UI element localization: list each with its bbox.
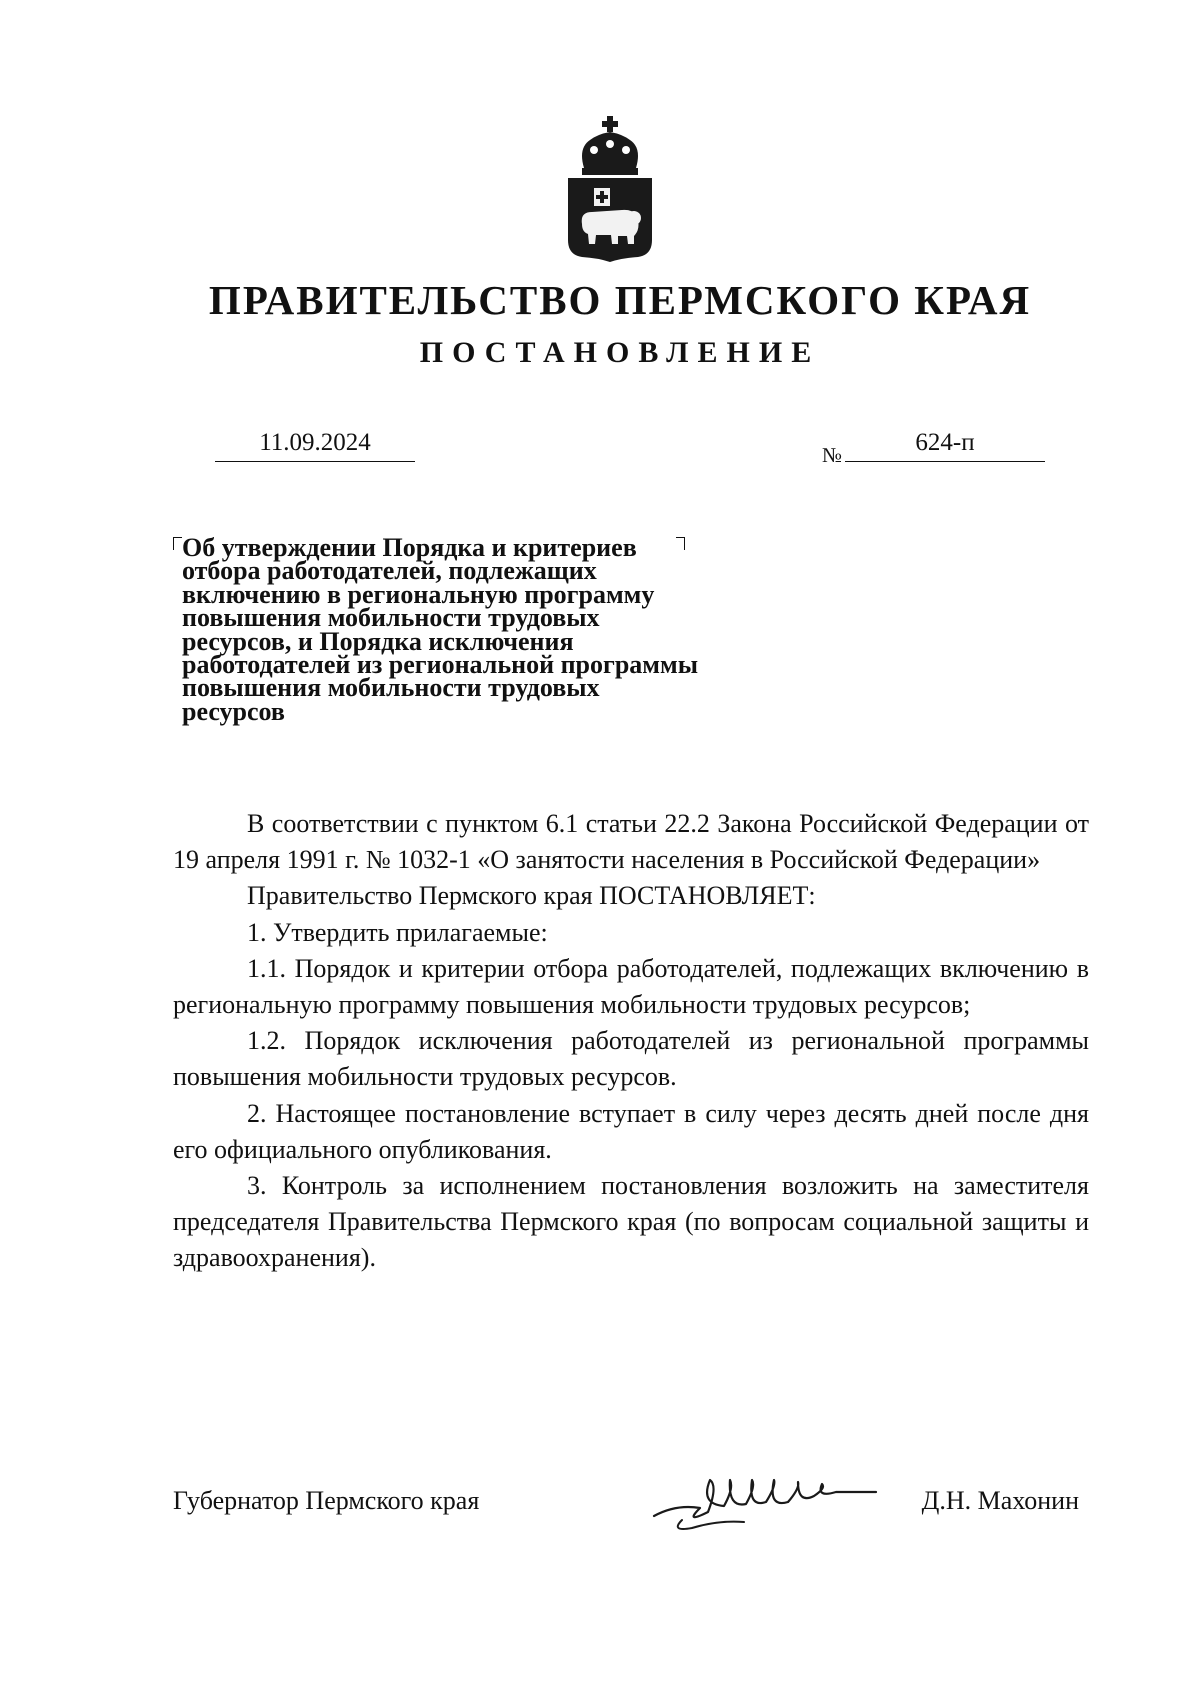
resolves-clause: Правительство Пермского края ПОСТАНОВЛЯЕТ: (247, 881, 816, 911)
document-number: 624-п (845, 428, 1045, 462)
perm-krai-coat-of-arms-icon (564, 112, 656, 262)
handwritten-signature-icon (648, 1458, 878, 1540)
document-date: 11.09.2024 (215, 428, 415, 462)
signatory-title: Губернатор Пермского края (173, 1486, 480, 1515)
organization-title: ПРАВИТЕЛЬСТВО ПЕРМСКОГО КРАЯ (208, 277, 1032, 323)
signatory-name: Д.Н. Махонин (921, 1486, 1079, 1515)
preamble: В соответствии с пунктом 6.1 статьи 22.2 Закона Российской Федерации от 19 апреля 1991 г. № 1032-1 «О занятости населения в Российской Федерации» (173, 809, 1089, 875)
document-body (173, 806, 1089, 1277)
item-1-2: 1.2. Порядок исключения работодателей из региональной программы повышения мобильности трудовых ресурсов. (173, 1026, 1089, 1092)
item-2: 2. Настоящее постановление вступает в силу через десять дней после дня его официального опубликования. (173, 1098, 1089, 1164)
subject-bracket-left (173, 537, 182, 550)
item-1: 1. Утвердить прилагаемые: (247, 917, 548, 947)
document-subject: Об утверждении Порядка и критериев отбора работодателей, подлежащих включению в региональную программу повышения мобильности трудовых ресурсов, и Порядка исключения работодателей из региональной программы повышения мобильности трудовых ресурсов (182, 533, 699, 726)
document-type: ПОСТАНОВЛЕНИЕ (419, 336, 821, 369)
number-sign: № (822, 443, 843, 467)
item-1-1: 1.1. Порядок и критерии отбора работодателей, подлежащих включению в региональную программу повышения мобильности трудовых ресурсов; (173, 953, 1089, 1020)
signature-block (173, 1486, 1089, 1546)
item-3: 3. Контроль за исполнением постановления возложить на заместителя председателя Правительства Пермского края (по вопросам социальной защиты и здравоохранения). (173, 1171, 1089, 1273)
